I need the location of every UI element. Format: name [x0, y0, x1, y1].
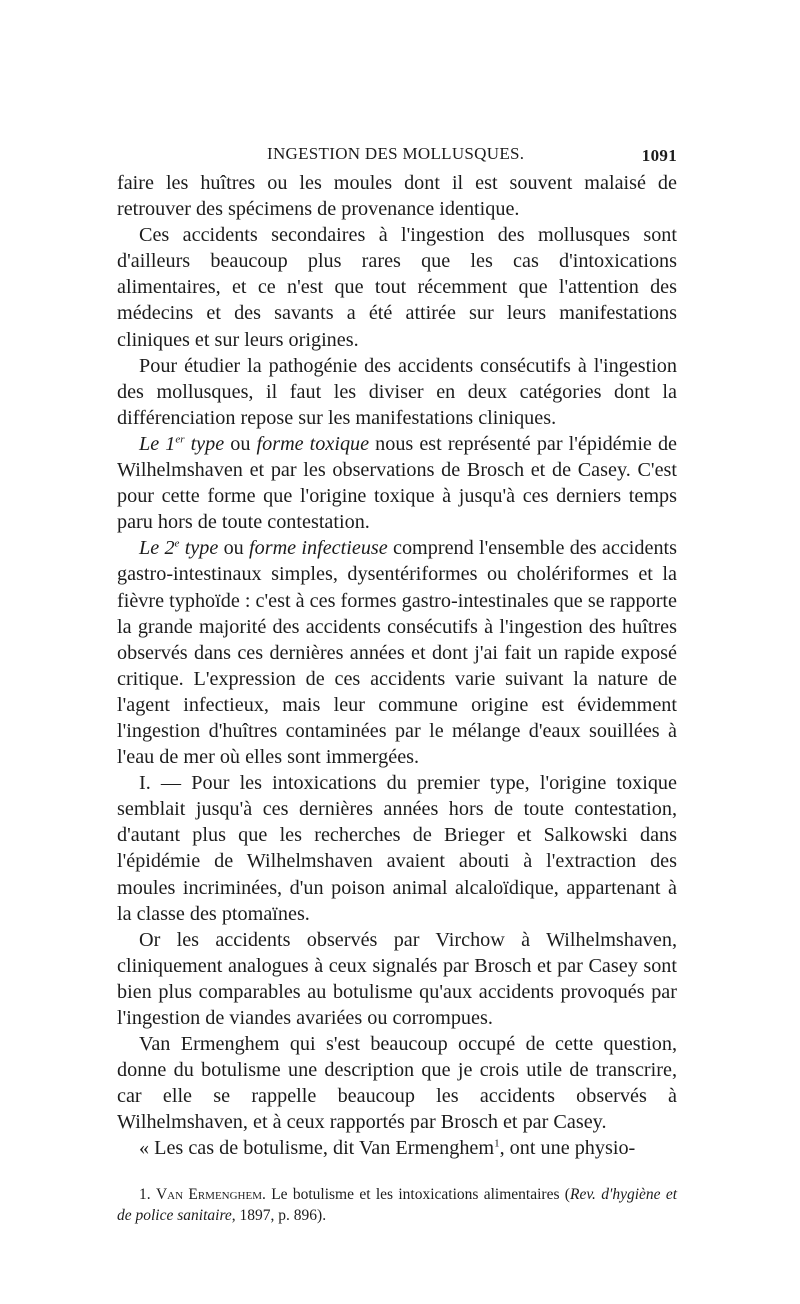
- paragraph-second-type: [117, 535, 677, 770]
- first-type-word: type: [184, 432, 225, 455]
- second-type-word: type: [179, 537, 219, 560]
- footnote: [117, 1184, 677, 1226]
- running-title: INGESTION DES MOLLUSQUES.: [267, 144, 525, 163]
- second-type-lead: Le 2: [139, 537, 175, 560]
- paragraph-first-type: [117, 431, 677, 535]
- footnote-text: Le botulisme et les intoxications alimentaires (: [265, 1185, 570, 1203]
- running-head: [117, 140, 677, 170]
- body-text: [117, 170, 677, 1162]
- second-type-connector: ou: [218, 537, 250, 560]
- first-type-sup: er: [175, 433, 185, 446]
- paragraph-van-ermenghem: Van Ermenghem qui s'est beaucoup occupé de cette question, donne du botulisme une description que je crois utile de transcrire, car elle se rappelle beaucoup les accidents observés à Wilhelmshaven, et à ceux rapportés par Brosch et par Casey.: [117, 1033, 677, 1134]
- first-type-italic: forme toxique: [256, 432, 370, 455]
- page-number: 1091: [641, 146, 677, 165]
- footnote-author: Van Ermenghem.: [155, 1185, 266, 1203]
- footnote-number: 1.: [139, 1185, 156, 1203]
- footnote-rest: , 1897, p. 896).: [231, 1206, 327, 1224]
- quote-text: « Les cas de botulisme, dit Van Ermenghem: [139, 1137, 495, 1160]
- paragraph-continuation: faire les huîtres ou les moules dont il est souvent malaisé de retrouver des spécimens de provenance identique.: [117, 172, 677, 221]
- paragraph-virchow: Or les accidents observés par Virchow à Wilhelmshaven, cliniquement analogues à ceux signalés par Brosch et par Casey sont bien plus comparables au botulisme qu'aux accidents provoqués par l'ingestion de viandes avariées ou corrompues.: [117, 928, 677, 1029]
- first-type-lead: Le 1: [139, 432, 176, 455]
- second-type-body: comprend l'ensemble des accidents gastro-intestinaux simples, dysentériformes ou cholériformes et la fièvre typhoïde : c'est à ces formes gastro-intestinales que se rapporte la grande majorité des accidents consécutifs à l'ingestion des huîtres observés dans ces dernières années et dont j'ai fait un rapide exposé critique. L'expression de ces accidents varie suivant la nature de l'agent infectieux, mais leur commune origine est évidemment l'ingestion d'huîtres contaminées par le mélange d'eaux souillées à l'eau de mer où elles sont immergées.: [117, 537, 678, 769]
- second-type-italic: forme infectieuse: [249, 537, 388, 560]
- footnote-ref: 1: [494, 1137, 500, 1150]
- paragraph-pathogenesis: Pour étudier la pathogénie des accidents consécutifs à l'ingestion des mollusques, il faut les diviser en deux catégories dont la différenciation repose sur les manifestations cliniques.: [117, 354, 677, 429]
- first-type-body: nous est représenté par l'épidémie de Wilhelmshaven et par les observations de Brosch et de Casey. C'est pour cette forme que l'origine toxique à jusqu'à ces derniers temps paru hors de toute contestation.: [117, 432, 677, 534]
- paragraph-section-one: I. — Pour les intoxications du premier type, l'origine toxique semblait jusqu'à ces dernières années hors de toute contestation, d'autant plus que les recherches de Brieger et Salkowski dans l'épidémie de Wilhelmshaven avaient abouti à l'extraction des moules incriminées, d'un poison animal alcaloïdique, appartenant à la classe des ptomaïnes.: [117, 772, 677, 925]
- footnote-journal: Rev. d'hygiène et de police sanitaire: [117, 1185, 678, 1224]
- second-type-sup: e: [174, 537, 180, 550]
- paragraph-secondary-accidents: Ces accidents secondaires à l'ingestion des mollusques sont d'ailleurs beaucoup plus rares que les cas d'intoxications alimentaires, et ce n'est que tout récemment que l'attention des médecins et des savants a été attirée sur leurs manifestations cliniques et sur leurs origines.: [117, 224, 677, 351]
- quote-rest: , ont une physio-: [499, 1137, 636, 1160]
- first-type-connector: ou: [224, 432, 257, 455]
- book-page: [117, 140, 677, 1226]
- paragraph-quote: [117, 1135, 677, 1161]
